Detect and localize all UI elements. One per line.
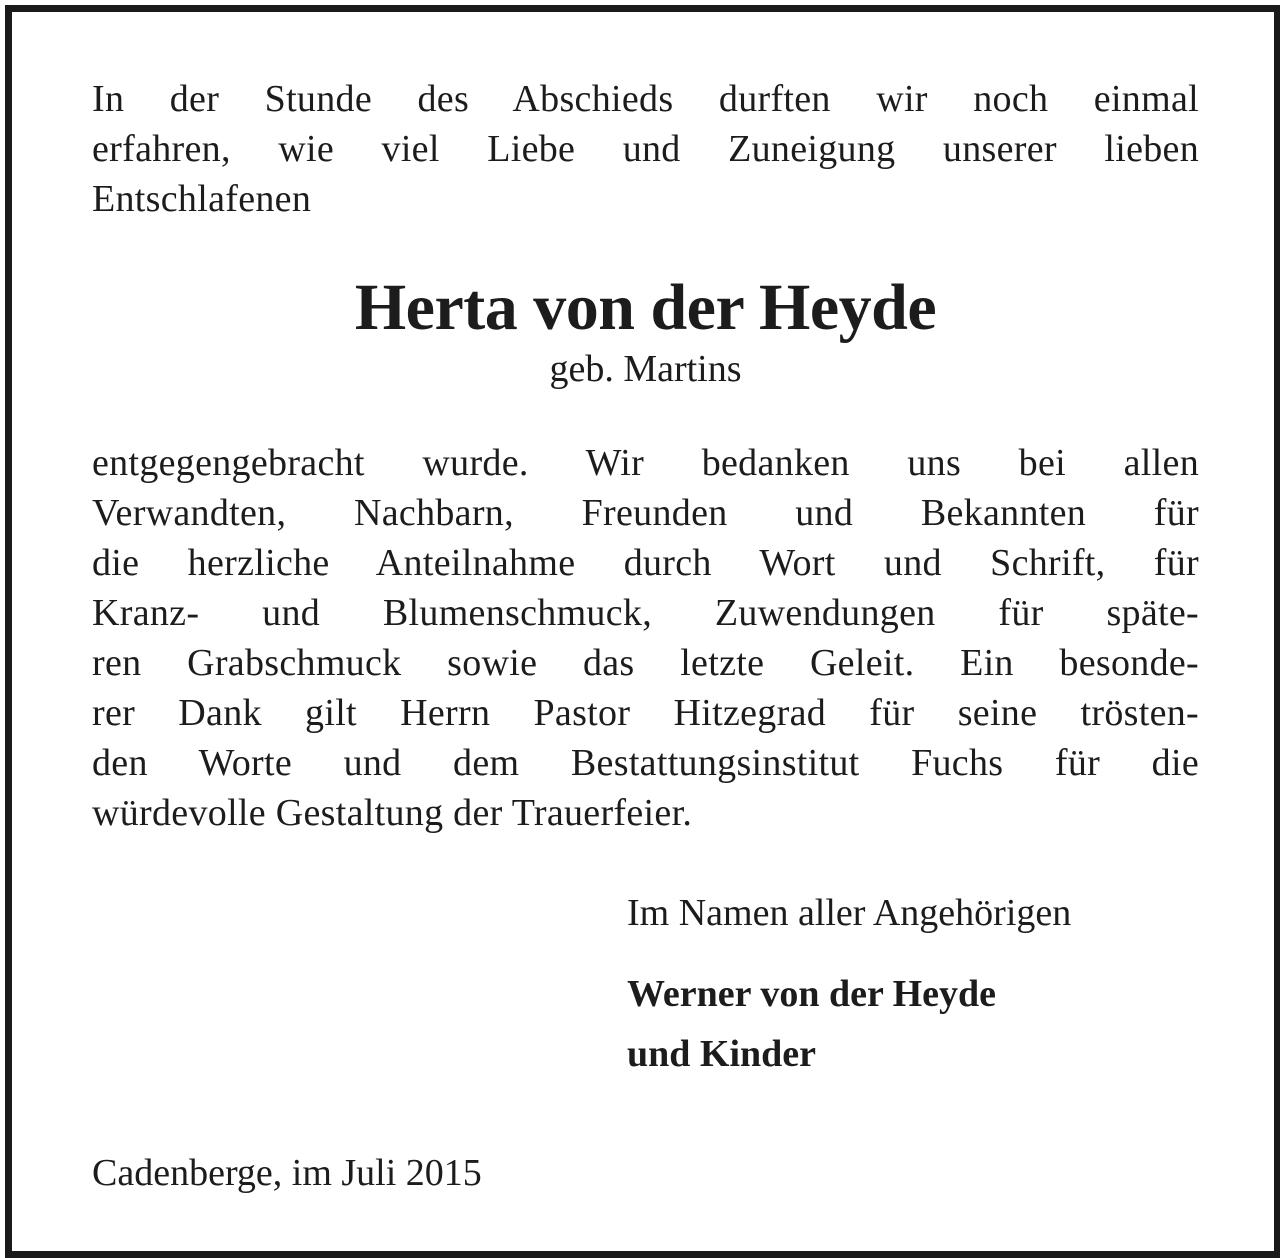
deceased-name: Herta von der Heyde [354,271,937,344]
intro-line: In der Stunde des Abschieds durften wir noch einmal [92,78,1199,120]
thanks-line: die herzliche Anteilnahme durch Wort und Schrift, für [92,542,1199,584]
signer-line: Werner von der Heyde [627,973,997,1015]
intro-paragraph [92,74,1199,224]
thanks-line: Verwandten, Nachbarn, Freunden und Bekannten für [92,492,1199,534]
thanks-paragraph [92,438,1199,838]
thanks-line: ren Grabschmuck sowie das letzte Geleit. Ein besonde- [92,642,1199,684]
thanks-line: entgegengebracht wurde. Wir bedanken uns bei allen [92,442,1199,484]
thanks-line: Kranz- und Blumenschmuck, Zuwendungen für späte- [92,592,1199,634]
intro-line: erfahren, wie viel Liebe und Zuneigung unserer lieben [92,128,1199,170]
notice-frame [5,5,1280,1258]
signer-line: und Kinder [627,1033,817,1075]
thanks-line: den Worte und dem Bestattungsinstitut Fuchs für die [92,742,1199,784]
birth-name: geb. Martins [549,348,742,390]
signers-block [627,964,996,1084]
thanks-line: würdevolle Gestaltung der Trauerfeier. [92,792,693,834]
thanks-line: rer Dank gilt Herrn Pastor Hitzegrad für seine trösten- [92,692,1199,734]
notice-content [92,74,1199,1194]
intro-line: Entschlafenen [92,178,312,220]
signoff-text: Im Namen aller Angehörigen [627,892,1072,934]
place-date: Cadenberge, im Juli 2015 [92,1152,482,1194]
